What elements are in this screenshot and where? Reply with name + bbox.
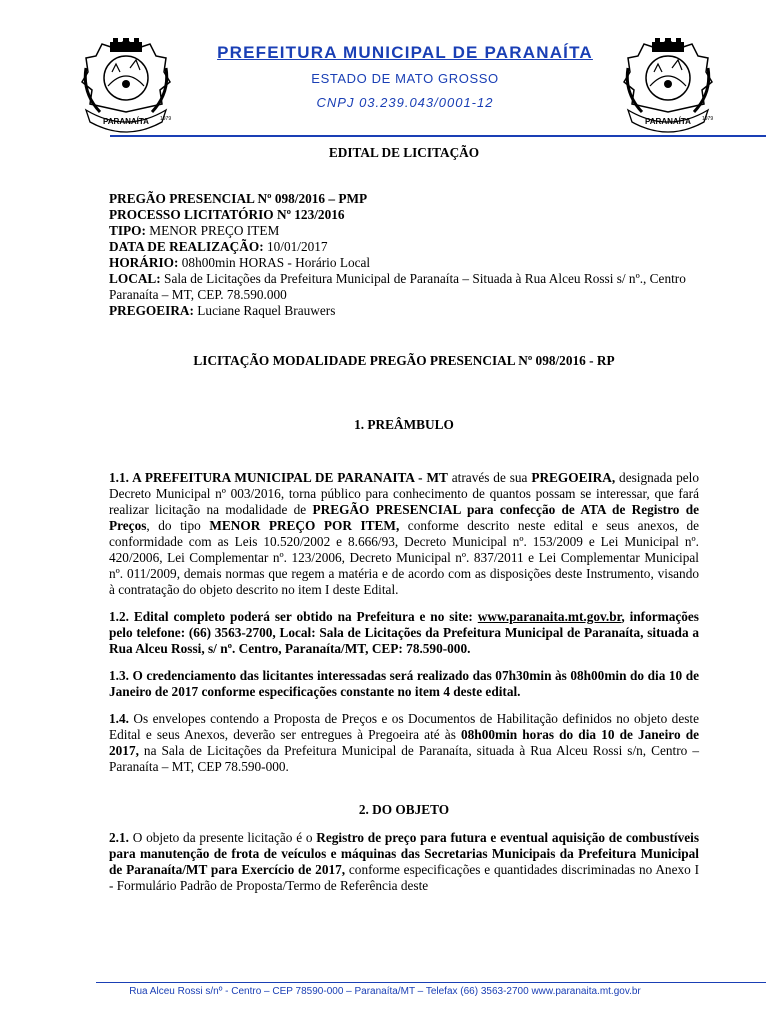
paragraph-1-2: [109, 609, 699, 657]
bid-metadata: [109, 191, 699, 319]
state-name: ESTADO DE MATO GROSSO: [311, 71, 499, 86]
local-label: LOCAL:: [109, 271, 161, 286]
p11-text-3: , do tipo: [146, 518, 210, 533]
tipo-label: TIPO:: [109, 223, 146, 238]
tipo-line: [109, 223, 699, 239]
p21-bold-1: 2.1.: [109, 830, 129, 845]
document-body: [109, 145, 699, 894]
municipality-title: PREFEITURA MUNICIPAL DE PARANAÍTA: [217, 43, 593, 62]
paragraph-2-1: [109, 830, 699, 894]
letterhead: [0, 0, 770, 140]
local-value: Sala de Licitações da Prefeitura Municipal de Paranaíta – Situada à Rua Alceu Rossi s/ nº., Centro Paranaíta – MT, CEP. 78.590.000: [109, 271, 686, 302]
crest-label-right: PARANAÍTA: [645, 117, 691, 126]
p11-bold-start: 1.1. A PREFEITURA MUNICIPAL DE PARANAITA - MT: [109, 470, 448, 485]
p14-bold-2: 08h00min horas do dia 10 de Janeiro de 2017,: [109, 727, 699, 758]
p12-bold-2: , informações pelo telefone: (66) 3563-2700, Local: Sala de Licitações da Prefeitura Municipal de Paranaíta, situada a Rua Alceu Rossi, s/ nº. Centro, Paranaíta/MT, CEP: 78.590-000.: [109, 609, 699, 656]
pregoeira-line: [109, 303, 699, 319]
horario-line: [109, 255, 699, 271]
footer-divider: [96, 982, 766, 983]
p21-text-2: conforme especificações e quantidades discriminadas no Anexo I - Formulário Padrão de Proposta/Termo de Referência deste: [109, 862, 700, 893]
p21-text-1: O objeto da presente licitação é o: [128, 830, 317, 845]
crest-year-left: 1979: [160, 116, 172, 122]
p14-text-1: Os envelopes contendo a Proposta de Preços e os Documentos de Habilitação definidos no objeto deste Edital e seus Anexos, deverão ser entregues à Pregoeira até às: [109, 711, 699, 742]
processo-number: PROCESSO LICITATÓRIO Nº 123/2016: [109, 207, 345, 222]
pregoeira-label: PREGOEIRA:: [109, 303, 194, 318]
horario-value: 08h00min HORAS - Horário Local: [178, 255, 371, 270]
paragraph-1-4: [109, 711, 699, 775]
crest-year-right: 1979: [702, 116, 714, 122]
p21-bold-2: Registro de preço para futura e eventual aquisição de combustíveis para manutenção de frota de veículos e máquinas das Secretarias Municipais da Prefeitura Municipal de Paranaíta/MT para Exercício de 2017,: [109, 830, 699, 877]
footer-address: Rua Alceu Rossi s/nº - Centro – CEP 78590-000 – Paranaíta/MT – Telefax (66) 3563-2700 www.paranaita.mt.gov.br: [129, 986, 641, 997]
p11-bold-3: PREGÃO PRESENCIAL para confecção de ATA de Registro de Preços: [109, 502, 700, 533]
p11-text-4: conforme descrito neste edital e seus anexos, de conformidade com as Leis 10.520/2002 e 8.666/93, Decreto Municipal nº. 153/2009 e Lei Municipal nº. 420/2006, Lei Complementar nº. 123/2006, Decreto Municipal nº. 837/2011 e Lei Complementar Municipal nº. 011/2009, demais normas que regem a matéria e de acordo com as disposições deste Instrumento, visando à contratação do objeto descrito no item I deste Edital.: [109, 518, 700, 597]
tipo-value: MENOR PREÇO ITEM: [145, 223, 280, 238]
document-title: EDITAL DE LICITAÇÃO: [328, 145, 480, 160]
section-2-heading: 2. DO OBJETO: [358, 802, 450, 817]
section-1-heading: 1. PREÂMBULO: [354, 417, 454, 432]
cnpj-number: CNPJ 03.239.043/0001-12: [316, 95, 494, 110]
pregoeira-value: Luciane Raquel Brauwers: [193, 303, 336, 318]
paragraph-1-3: 1.3. O credenciamento das licitantes interessadas será realizado das 07h30min às 08h00min do dia 10 de Janeiro de 2017 conforme especificações constante no item 4 deste edital.: [109, 668, 699, 699]
horario-label: HORÁRIO:: [109, 255, 179, 270]
p12-bold-1: 1.2. Edital completo poderá ser obtido na Prefeitura e no site:: [109, 609, 478, 624]
crest-label-left: PARANAÍTA: [103, 117, 149, 126]
p14-text-2: na Sala de Licitações da Prefeitura Municipal de Paranaíta, situada à Rua Alceu Rossi s/n, Centro – Paranaíta – MT, CEP 78.590-000.: [109, 743, 699, 774]
municipal-coat-of-arms-right: [622, 38, 714, 134]
data-label: DATA DE REALIZAÇÃO:: [109, 239, 264, 254]
modalidade-heading: LICITAÇÃO MODALIDADE PREGÃO PRESENCIAL Nº 098/2016 - RP: [193, 353, 615, 368]
paragraph-1-1: [109, 470, 699, 598]
p11-bold-4: MENOR PREÇO POR ITEM,: [209, 518, 400, 533]
p14-bold-1: 1.4.: [109, 711, 129, 726]
data-line: [109, 239, 699, 255]
p11-text-1: através de sua: [447, 470, 532, 485]
pregao-number: PREGÃO PRESENCIAL Nº 098/2016 – PMP: [109, 191, 368, 206]
data-value: 10/01/2017: [263, 239, 328, 254]
header-divider: [110, 135, 766, 137]
p11-bold-2: PREGOEIRA,: [531, 470, 616, 485]
local-line: [109, 271, 699, 303]
p11-text-2: designada pelo Decreto Municipal nº 003/2016, torna público para conhecimento de quantos possam se interessar, que fará realizar licitação na modalidade de: [109, 470, 699, 517]
website-link[interactable]: www.paranaita.mt.gov.br: [477, 609, 622, 624]
